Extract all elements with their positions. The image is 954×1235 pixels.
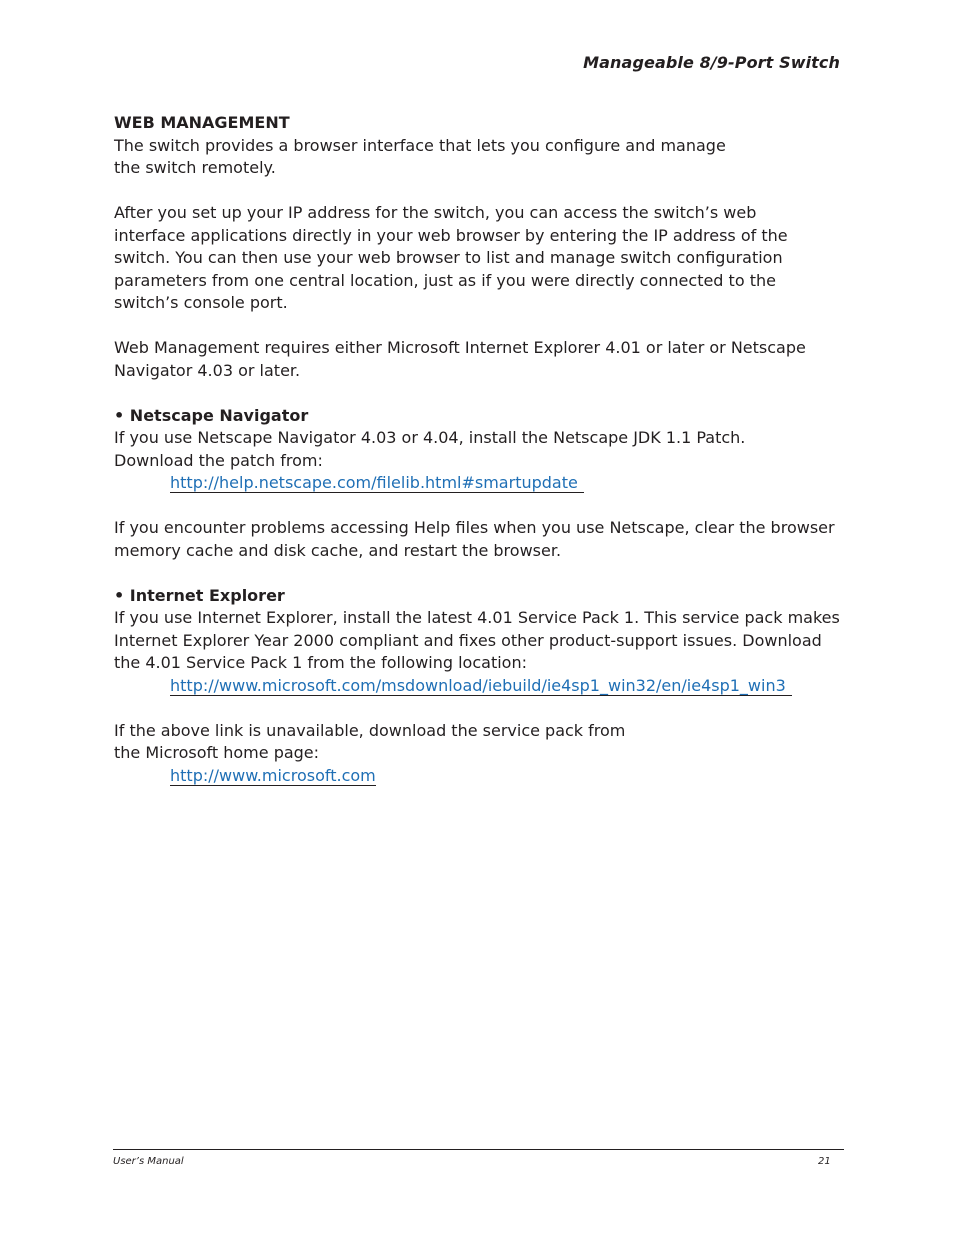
ie-line-3: the 4.01 Service Pack 1 from the following location: (114, 653, 527, 672)
netscape-note-line-1: If you encounter problems accessing Help files when you use Netscape, clear the browser (114, 518, 835, 537)
paragraph-2-line-2: interface applications directly in your web browser by entering the IP address of the (114, 225, 788, 245)
ie-line-2: Internet Explorer Year 2000 compliant and fixes other product-support issues. Download (114, 630, 822, 650)
paragraph-3-line-1: Web Management requires either Microsoft Internet Explorer 4.01 or later or Netscape (114, 338, 806, 357)
intro-line-1: The switch provides a browser interface that lets you configure and manage (114, 135, 726, 155)
microsoft-home-link[interactable]: http://www.microsoft.com (170, 765, 376, 785)
paragraph-gap (114, 562, 842, 585)
paragraph-gap (114, 315, 842, 338)
footer-manual-label: User’s Manual (113, 1156, 184, 1167)
paragraph-2-line-1: After you set up your IP address for the switch, you can access the switch’s web (114, 203, 757, 222)
running-header-title: Manageable 8/9-Port Switch (583, 53, 840, 72)
paragraph-2-line-5: switch’s console port. (114, 293, 288, 312)
footer-page-number: 21 (818, 1156, 831, 1167)
section-heading-netscape-navigator: • Netscape Navigator (114, 405, 309, 425)
section-heading-web-management: WEB MANAGEMENT (114, 113, 290, 132)
paragraph-gap (114, 180, 842, 203)
ie-service-pack-link[interactable]: http://www.microsoft.com/msdownload/iebuild/ie4sp1_win32/en/ie4sp1_win3 (170, 676, 792, 696)
paragraph-2-line-3: switch. You can then use your web browser to list and manage switch configuration (114, 248, 783, 267)
microsoft-home-link-line (114, 765, 842, 788)
netscape-line-2: Download the patch from: (114, 450, 323, 470)
page-body (114, 112, 842, 787)
paragraph-3-line-2: Navigator 4.03 or later. (114, 360, 301, 380)
paragraph-gap (114, 495, 842, 518)
ie-line-1: If you use Internet Explorer, install the latest 4.01 Service Pack 1. This service pack makes (114, 608, 840, 627)
netscape-note-line-2: memory cache and disk cache, and restart the browser. (114, 540, 562, 560)
section-heading-internet-explorer: • Internet Explorer (114, 585, 285, 605)
netscape-line-1: If you use Netscape Navigator 4.03 or 4.04, install the Netscape JDK 1.1 Patch. (114, 428, 746, 447)
intro-line-2: the switch remotely. (114, 158, 276, 177)
paragraph-gap (114, 697, 842, 720)
ie-link-line (114, 675, 842, 698)
netscape-link-line (114, 472, 842, 495)
ie-alt-line-2: the Microsoft home page: (114, 743, 320, 762)
footer-divider (113, 1149, 844, 1150)
paragraph-2-line-4: parameters from one central location, just as if you were directly connected to the (114, 270, 776, 290)
ie-alt-line-1: If the above link is unavailable, download the service pack from (114, 720, 626, 740)
paragraph-gap (114, 382, 842, 405)
netscape-patch-link[interactable]: http://help.netscape.com/filelib.html#smartupdate (170, 473, 584, 493)
